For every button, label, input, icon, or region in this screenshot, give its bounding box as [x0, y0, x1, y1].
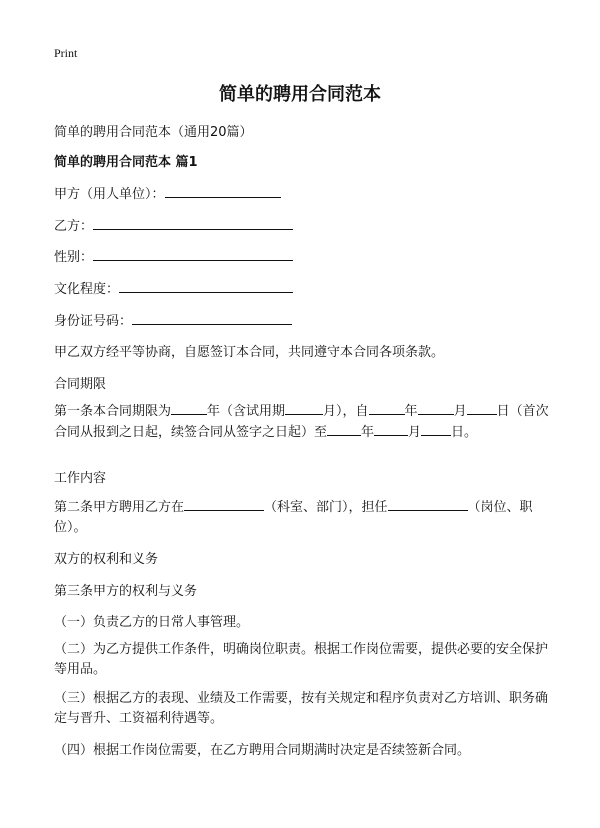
blank-line	[467, 401, 497, 415]
section-heading: 简单的聘用合同范本 篇1	[54, 155, 198, 170]
field-label: 乙方：	[54, 219, 94, 234]
blank-line	[132, 310, 292, 325]
heading-rights-duties: 双方的权利和义务	[54, 552, 159, 567]
text-span: 年（含试用期	[207, 404, 286, 419]
print-label: Print	[54, 46, 78, 60]
list-item: （四）根据工作岗位需要，在乙方聘用合同期满时决定是否续签新合同。	[54, 743, 471, 758]
blank-line	[285, 401, 323, 415]
blank-line	[369, 401, 405, 415]
text-span: 月），自	[323, 404, 369, 419]
article-1	[54, 401, 549, 443]
text-span: 第一条本合同期限为	[54, 404, 172, 419]
text-span: 第二条甲方聘用乙方在	[54, 500, 185, 515]
field-label: 文化程度：	[54, 282, 120, 297]
document-subtitle: 简单的聘用合同范本（通用20篇）	[54, 125, 253, 140]
field-party-a	[54, 183, 281, 202]
heading-work-content: 工作内容	[54, 471, 107, 486]
blank-line	[119, 278, 293, 293]
blank-line	[374, 422, 408, 436]
page-title: 简单的聘用合同范本	[219, 84, 381, 105]
field-label: 性别：	[54, 250, 94, 265]
blank-line	[165, 183, 281, 198]
field-education	[54, 278, 293, 297]
field-party-b	[54, 215, 293, 234]
blank-line	[93, 246, 293, 261]
text-span: 日（首次合同从报到之日起，续签合同从签字之日起）至	[54, 404, 549, 440]
text-span: （岗位、职位）。	[54, 500, 533, 535]
heading-contract-term: 合同期限	[54, 377, 107, 392]
text-span: 日。	[451, 425, 478, 440]
field-gender	[54, 246, 293, 265]
text-span: 年	[404, 404, 418, 419]
blank-line	[327, 422, 361, 436]
blank-line	[388, 497, 468, 511]
blank-line	[421, 422, 451, 436]
list-item: （一）负责乙方的日常人事管理。	[54, 615, 250, 630]
blank-line	[93, 215, 293, 230]
intro-paragraph: 甲乙双方经平等协商，自愿签订本合同，共同遵守本合同各项条款。	[54, 345, 445, 360]
article-2	[54, 497, 549, 538]
field-label: 身份证号码：	[54, 314, 133, 329]
blank-line	[184, 497, 264, 511]
text-span: （科室、部门），担任	[264, 500, 388, 515]
field-id-number	[54, 310, 292, 329]
article-3: 第三条甲方的权利与义务	[54, 584, 198, 599]
blank-line	[418, 401, 454, 415]
text-span: 年	[361, 425, 375, 440]
field-label: 甲方（用人单位）：	[54, 187, 165, 202]
text-span: 月	[408, 425, 422, 440]
text-span: 月	[453, 404, 467, 419]
list-item: （三）根据乙方的表现、业绩及工作需要，按有关规定和程序负责对乙方培训、职务确定与晋升、工资福利待遇等。	[54, 691, 549, 726]
list-item: （二）为乙方提供工作条件，明确岗位职责。根据工作岗位需要，提供必要的安全保护等用品。	[54, 642, 549, 677]
blank-line	[171, 401, 207, 415]
